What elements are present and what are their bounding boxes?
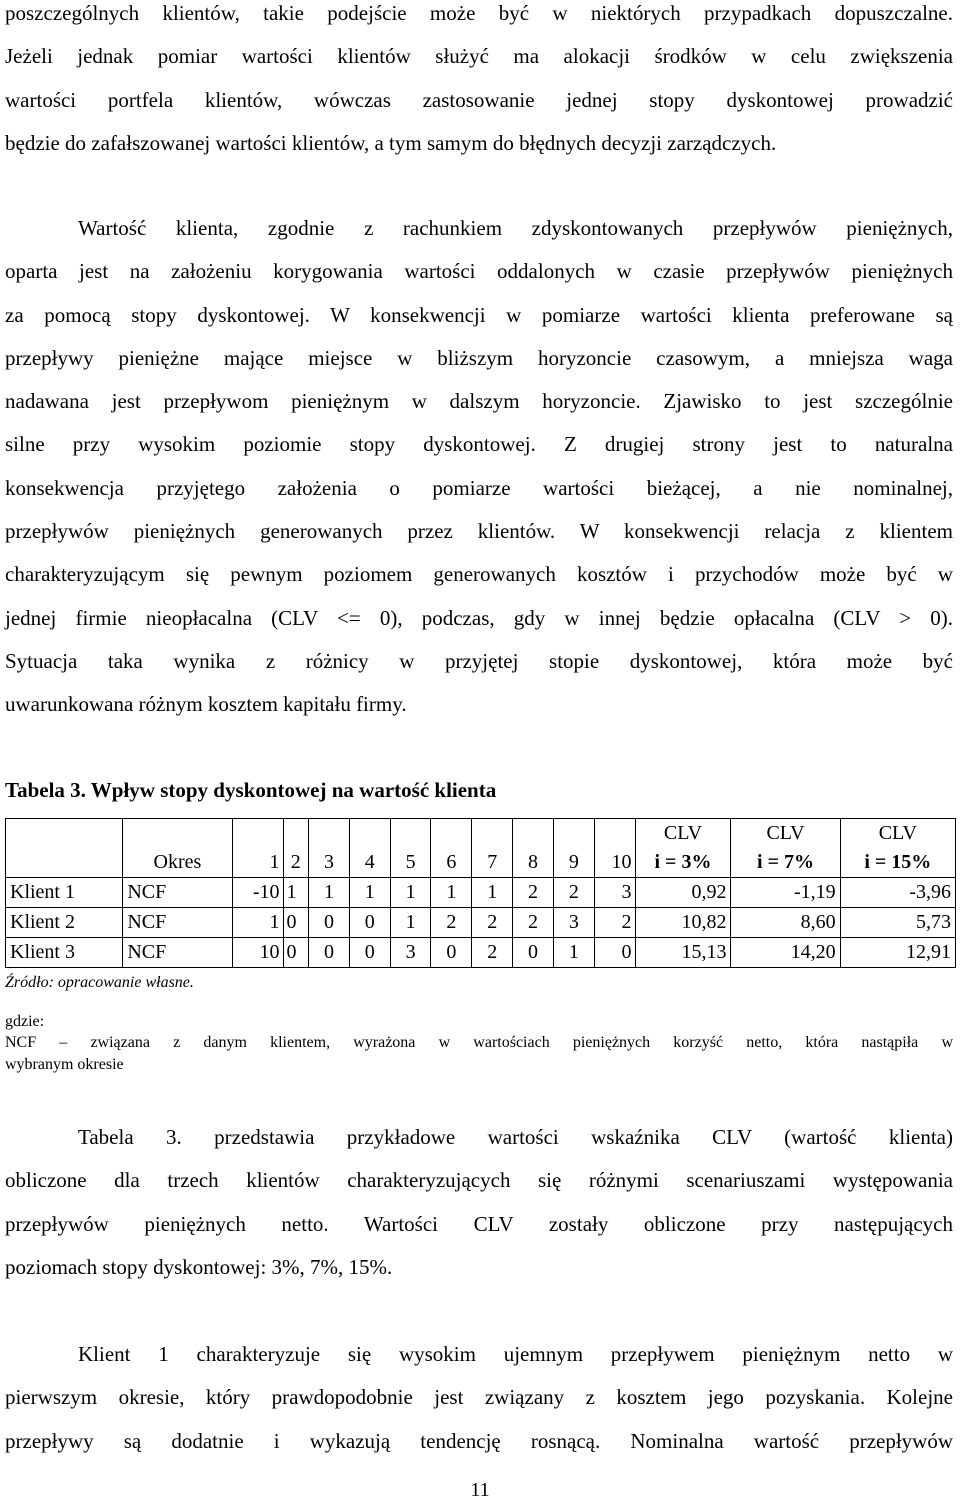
- ncf-value: 10: [232, 938, 283, 968]
- ncf-value: 2: [513, 908, 554, 938]
- ncf-value: 1: [553, 938, 594, 968]
- ncf-value: 0: [309, 908, 350, 938]
- period-header: 4: [349, 848, 390, 878]
- ncf-value: 2: [594, 908, 635, 938]
- table-cell: [431, 819, 472, 849]
- paragraph-line: pierwszym okresie, który prawdopodobnie jest związany z kosztem jego pozyskania. Kolejne: [5, 1385, 953, 1410]
- paragraph-line: przepływy są dodatnie i wykazują tendencję rosnącą. Nominalna wartość przepływów: [5, 1428, 953, 1453]
- ncf-value: 1: [309, 878, 350, 908]
- ncf-value: 1: [390, 878, 431, 908]
- ncf-value: 3: [553, 908, 594, 938]
- table-cell: [6, 848, 123, 878]
- table-cell: [123, 819, 232, 849]
- clv-value: 5,73: [840, 908, 955, 938]
- clv-value: 0,92: [635, 878, 731, 908]
- paragraph-line: poszczególnych klientów, takie podejście może być w niektórych przypadkach dopuszczalne.: [5, 1, 953, 25]
- paragraph-line: będzie do zafałszowanej wartości klientów, a tym samym do błędnych decyzji zarządczych.: [5, 130, 777, 155]
- period-header: 3: [309, 848, 350, 878]
- client-name: Klient 2: [6, 908, 123, 938]
- paragraph-line: Wartość klienta, zgodnie z rachunkiem zdyskontowanych przepływów pieniężnych,: [78, 216, 953, 240]
- clv-rate-header: i = 15%: [840, 848, 955, 878]
- paragraph-line: przepływów pieniężnych netto. Wartości CLV zostały obliczone przy następujących: [5, 1211, 953, 1236]
- ncf-value: 3: [390, 938, 431, 968]
- clv-value: 8,60: [731, 908, 840, 938]
- paragraph-line: uwarunkowana różnym kosztem kapitału firmy.: [5, 692, 407, 717]
- paragraph-line: nadawana jest przepływom pieniężnym w dalszym horyzoncie. Zjawisko to jest szczególnie: [5, 389, 953, 414]
- paragraph-line: charakteryzującym się pewnym poziomem generowanych kosztów i przychodów może być w: [5, 562, 953, 587]
- ncf-value: 1: [390, 908, 431, 938]
- ncf-value: 1: [472, 878, 513, 908]
- table-row: [6, 878, 956, 908]
- ncf-value: 0: [283, 938, 309, 968]
- ncf-value: 0: [431, 938, 472, 968]
- ncf-value: 0: [349, 938, 390, 968]
- note-line: NCF – związana z danym klientem, wyrażona w wartościach pieniężnych korzyść netto, która nastąpiła w: [5, 1034, 953, 1051]
- client-name: Klient 3: [6, 938, 123, 968]
- table-cell: [349, 819, 390, 849]
- clv-value: 12,91: [840, 938, 955, 968]
- paragraph-line: Sytuacja taka wynika z różnicy w przyjętej stopie dyskontowej, która może być: [5, 648, 953, 673]
- table-row: [6, 908, 956, 938]
- paragraph-line: przepływów pieniężnych generowanych przez klientów. W konsekwencji relacja z klientem: [5, 519, 953, 544]
- table-cell: [594, 819, 635, 849]
- clv-header: CLV: [840, 819, 955, 849]
- paragraph-line: oparta jest na założeniu korygowania wartości oddalonych w czasie przepływów pieniężnych: [5, 259, 953, 284]
- clv-value: 10,82: [635, 908, 731, 938]
- period-header: 6: [431, 848, 472, 878]
- clv-value: -3,96: [840, 878, 955, 908]
- paragraph-line: poziomach stopy dyskontowej: 3%, 7%, 15%.: [5, 1254, 393, 1279]
- table-source: Źródło: opracowanie własne.: [5, 974, 194, 991]
- ncf-value: 1: [232, 908, 283, 938]
- table-row: [6, 938, 956, 968]
- table-cell: [309, 819, 350, 849]
- paragraph-1: [5, 0, 953, 165]
- table-cell: [472, 819, 513, 849]
- client-name: Klient 1: [6, 878, 123, 908]
- table-cell: [553, 819, 594, 849]
- table-cell: [390, 819, 431, 849]
- period-header: 10: [594, 848, 635, 878]
- table-header-row: [6, 848, 956, 878]
- row-type: NCF: [123, 938, 232, 968]
- paragraph-line: za pomocą stopy dyskontowej. W konsekwencji w pomiarze wartości klienta preferowane są: [5, 302, 953, 327]
- period-header: 5: [390, 848, 431, 878]
- ncf-value: 3: [594, 878, 635, 908]
- paragraph-line: silne przy wysokim poziomie stopy dyskontowej. Z drugiej strony jest to naturalna: [5, 432, 953, 457]
- ncf-value: 1: [283, 878, 309, 908]
- ncf-value: 0: [594, 938, 635, 968]
- paragraph-line: jednej firmie nieopłacalna (CLV <= 0), podczas, gdy w innej będzie opłacalna (CLV > 0).: [5, 605, 953, 630]
- ncf-value: 2: [553, 878, 594, 908]
- ncf-value: 1: [431, 878, 472, 908]
- period-header: 7: [472, 848, 513, 878]
- ncf-value: 2: [513, 878, 554, 908]
- paragraph-3: [5, 1116, 953, 1289]
- table-header-row: [6, 819, 956, 849]
- paragraph-line: Jeżeli jednak pomiar wartości klientów służyć ma alokacji środków w celu zwiększenia: [5, 44, 953, 69]
- paragraph-line: przepływy pieniężne mające miejsce w bliższym horyzoncie czasowym, a mniejsza waga: [5, 345, 953, 370]
- period-header: 1: [232, 848, 283, 878]
- paragraph-4: [5, 1333, 953, 1463]
- table-caption: Tabela 3. Wpływ stopy dyskontowej na wartość klienta: [5, 778, 497, 802]
- ncf-value: 2: [431, 908, 472, 938]
- ncf-value: 0: [349, 908, 390, 938]
- table-cell: [513, 819, 554, 849]
- notes-label: gdzie:: [5, 1013, 45, 1030]
- paragraph-line: wartości portfela klientów, wówczas zastosowanie jednej stopy dyskontowej prowadzić: [5, 87, 953, 112]
- ncf-value: 1: [349, 878, 390, 908]
- period-header: 8: [513, 848, 554, 878]
- table-cell: [232, 819, 283, 849]
- okres-header: Okres: [123, 848, 232, 878]
- ncf-value: 2: [472, 938, 513, 968]
- clv-rate-header: i = 3%: [635, 848, 731, 878]
- clv-value: 14,20: [731, 938, 840, 968]
- ncf-value: 0: [309, 938, 350, 968]
- clv-value: 15,13: [635, 938, 731, 968]
- paragraph-line: Klient 1 charakteryzuje się wysokim ujemnym przepływem pieniężnym netto w: [78, 1342, 953, 1366]
- ncf-value: 0: [513, 938, 554, 968]
- paragraph-line: obliczone dla trzech klientów charakteryzujących się różnymi scenariuszami występowania: [5, 1168, 953, 1193]
- row-type: NCF: [123, 908, 232, 938]
- ncf-value: 0: [283, 908, 309, 938]
- clv-value: -1,19: [731, 878, 840, 908]
- paragraph-2: [5, 207, 953, 727]
- note-line: wybranym okresie: [5, 1056, 124, 1073]
- paragraph-line: Tabela 3. przedstawia przykładowe wartości wskaźnika CLV (wartość klienta): [78, 1125, 953, 1149]
- row-type: NCF: [123, 878, 232, 908]
- ncf-value: 2: [472, 908, 513, 938]
- table-cell: [283, 819, 309, 849]
- page-number: 11: [470, 1479, 490, 1501]
- paragraph-line: konsekwencja przyjętego założenia o pomiarze wartości bieżącej, a nie nominalnej,: [5, 475, 953, 500]
- period-header: 9: [553, 848, 594, 878]
- clv-rate-header: i = 7%: [731, 848, 840, 878]
- table-cell: [6, 819, 123, 849]
- ncf-value: -10: [232, 878, 283, 908]
- period-header: 2: [283, 848, 309, 878]
- clv-header: CLV: [635, 819, 731, 849]
- clv-header: CLV: [731, 819, 840, 849]
- clv-table: [5, 818, 956, 968]
- ncf-definition: [5, 1032, 953, 1076]
